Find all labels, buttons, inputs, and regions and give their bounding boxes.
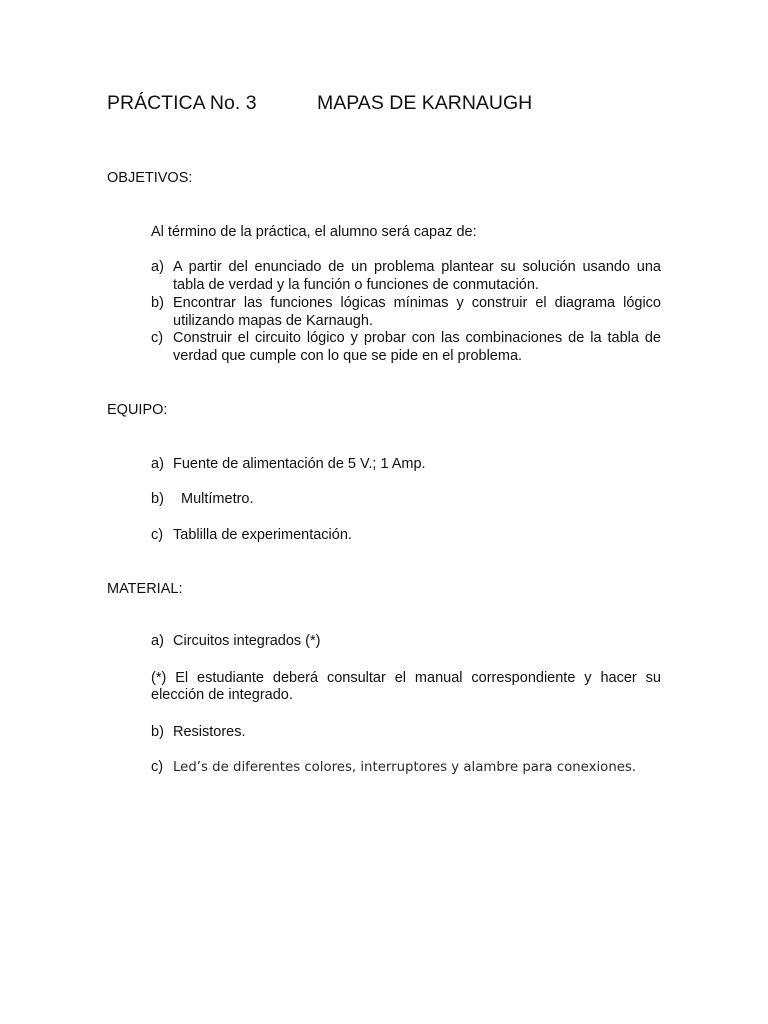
material-item-b (151, 724, 661, 742)
list-item-text: Fuente de alimentación de 5 V.; 1 Amp. (173, 456, 426, 472)
list-item-text: Tablilla de experimentación. (173, 527, 352, 543)
list-marker: b) (151, 491, 164, 507)
list-item-text: Circuitos integrados (*) (173, 633, 321, 649)
list-item-text: A partir del enunciado de un problema plantear su solución usando una tabla de verdad y la función o funciones de conmutación. (173, 259, 661, 293)
list-marker: a) (151, 259, 164, 275)
equipo-item-c (151, 527, 661, 545)
equipo-item-b (151, 491, 661, 509)
equipo-item-a (151, 456, 661, 474)
objetivo-item-a (151, 259, 661, 294)
equipo-heading: EQUIPO: (107, 402, 168, 418)
list-marker: c) (151, 759, 164, 775)
list-item-text: Resistores. (173, 724, 246, 740)
list-item-text: Construir el circuito lógico y probar con las combinaciones de la tabla de verdad que cumple con lo que se pide en el problema. (173, 330, 661, 364)
objetivo-item-b (151, 295, 661, 330)
list-marker: a) (151, 456, 164, 472)
objetivos-heading: OBJETIVOS: (107, 170, 193, 186)
list-marker: c) (151, 527, 164, 543)
list-marker: c) (151, 330, 164, 346)
objetivo-item-c (151, 330, 661, 365)
material-note: (*) El estudiante deberá consultar el manual correspondiente y hacer su elección de integrado. (151, 670, 661, 703)
material-item-a (151, 633, 661, 651)
list-item-text: Multímetro. (181, 491, 254, 507)
practice-topic: MAPAS DE KARNAUGH (317, 92, 533, 114)
material-heading: MATERIAL: (107, 581, 183, 597)
list-marker: b) (151, 295, 164, 311)
list-marker: a) (151, 633, 164, 649)
list-marker: b) (151, 724, 164, 740)
list-item-text: Led’s de diferentes colores, interruptores y alambre para conexiones. (173, 760, 637, 775)
practice-number: PRÁCTICA No. 3 (107, 92, 257, 114)
material-item-c (151, 759, 661, 777)
objetivos-intro: Al término de la práctica, el alumno será capaz de: (151, 224, 477, 240)
list-item-text: Encontrar las funciones lógicas mínimas y construir el diagrama lógico utilizando mapas de Karnaugh. (173, 295, 661, 329)
